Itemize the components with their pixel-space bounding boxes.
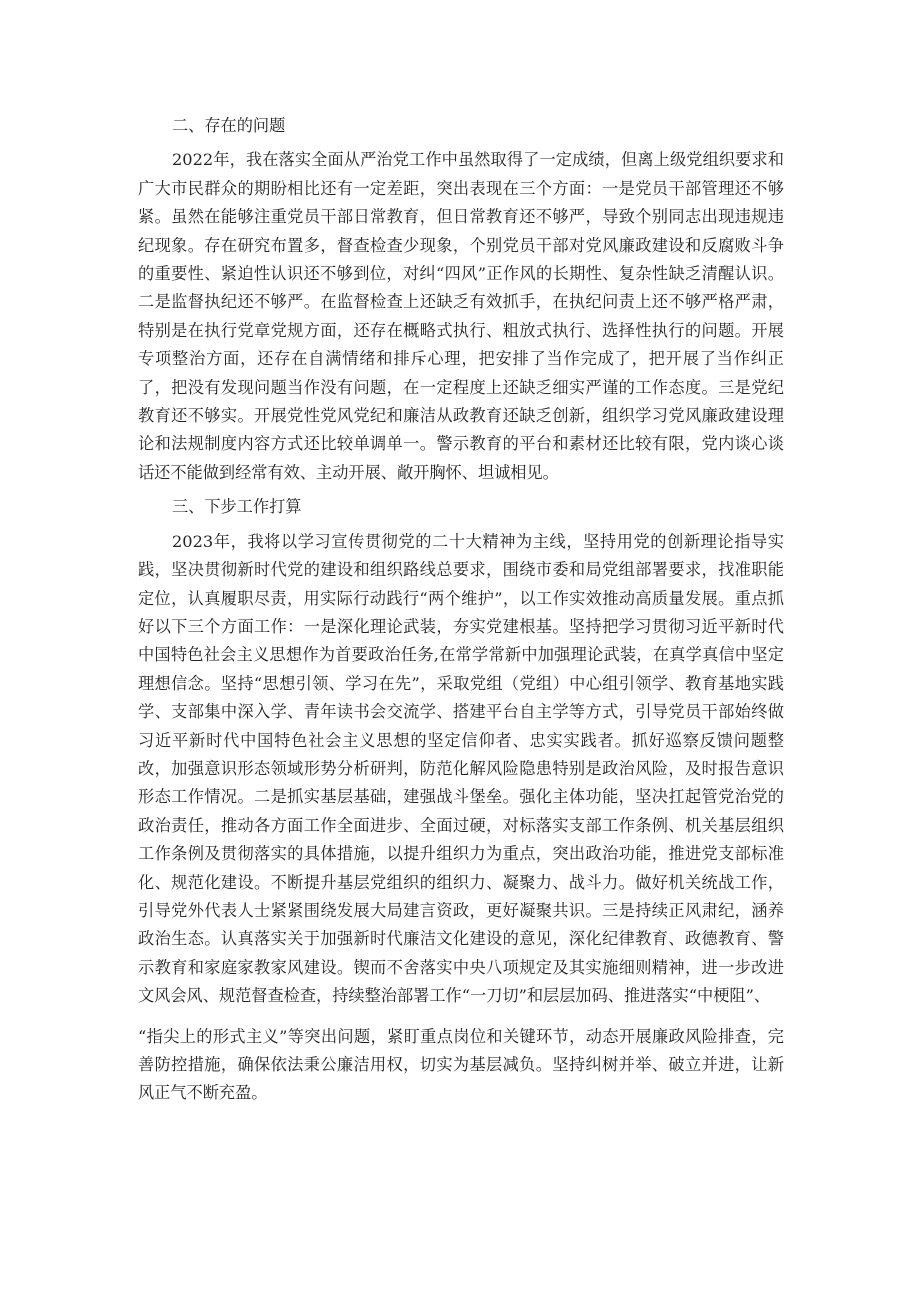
section-heading-problems: 二、存在的问题 [172,116,286,135]
spacer [138,1011,784,1023]
problems-paragraph: 2022年，我在落实全面从严治党工作中虽然取得了一定成绩，但离上级党组织要求和广大市民群众的期盼相比还有一定差距，突出表现在三个方面：一是党员干部管理还不够紧。虽然在能够注重党员干部日常教育，但日常教育还不够严，导致个别同志出现违规违纪现象。存在研究布置多，督查检查少现象，个别党员干部对党风廉政建设和反腐败斗争的重要性、紧迫性认识还不够到位，对纠“四风”正作风的长期性、复杂性缺乏清醒认识。二是监督执纪还不够严。在监督检查上还缺乏有效抓手，在执纪问责上还不够严格严肃，特别是在执行党章党规方面，还存在概略式执行、粗放式执行、选择性执行的问题。开展专项整治方面，还存在自满情绪和排斥心理，把安排了当作完成了，把开展了当作纠正了，把没有发现问题当作没有问题，在一定程度上还缺乏细实严谨的工作态度。三是党纪教育还不够实。开展党性党风党纪和廉洁从政教育还缺乏创新，组织学习党风廉政建设理论和法规制度内容方式还比较单调单一。警示教育的平台和素材还比较有限，党内谈心谈话还不能做到经常有效、主动开展、敞开胸怀、坦诚相见。 [138,150,784,482]
document-page [138,112,784,1108]
section-heading-next-steps: 三、下步工作打算 [172,497,302,517]
next-steps-paragraph: 2023年，我将以学习宣传贯彻党的二十大精神为主线，坚持用党的创新理论指导实践，坚决贯彻新时代党的建设和组织路线总要求，围绕市委和局党组部署要求，找准职能定位，认真履职尽责，用实际行动践行“两个维护”，以工作实效推动高质量发展。重点抓好以下三个方面工作：一是深化理论武装，夯实党建根基。坚持把学习贯彻习近平新时代中国特色社会主义思想作为首要政治任务,在常学常新中加强理论武装，在真学真信中坚定理想信念。坚持“思想引领、学习在先”，采取党组（党组）中心组引领学、教育基地实践学、支部集中深入学、青年读书会交流学、搭建平台自主学等方式，引导党员干部始终做习近平新时代中国特色社会主义思想的坚定信仰者、忠实实践者。抓好巡察反馈问题整改，加强意识形态领域形势分析研判，防范化解风险隐患特别是政治风险，及时报告意识形态工作情况。二是抓实基层基础，建强战斗堡垒。强化主体功能，坚决扛起管党治党的政治责任，推动各方面工作全面进步、全面过硬，对标落实支部工作条例、机关基层组织工作条例及贯彻落实的具体措施，以提升组织力为重点，突出政治功能，推进党支部标准化、规范化建设。不断提升基层党组织的组织力、凝聚力、战斗力。做好机关统战工作，引导党外代表人士紧紧围绕发展大局建言资政，更好凝聚共识。三是持续正风肃纪，涵养政治生态。认真落实关于加强新时代廉洁文化建设的意见，深化纪律教育、政德教育、警示教育和家庭家教家风建设。锲而不舍落实中央八项规定及其实施细则精神，进一步改进文风会风、规范督查检查，持续整治部署工作“一刀切”和层层加码、推进落实“中梗阻”、 [138,531,784,1006]
next-steps-continuation: “指尖上的形式主义”等突出问题，紧盯重点岗位和关键环节，动态开展廉政风险排查，完善防控措施，确保依法秉公廉洁用权，切实为基层减负。坚持纠树并举、破立并进，让新风正气不断充盈。 [138,1026,784,1103]
